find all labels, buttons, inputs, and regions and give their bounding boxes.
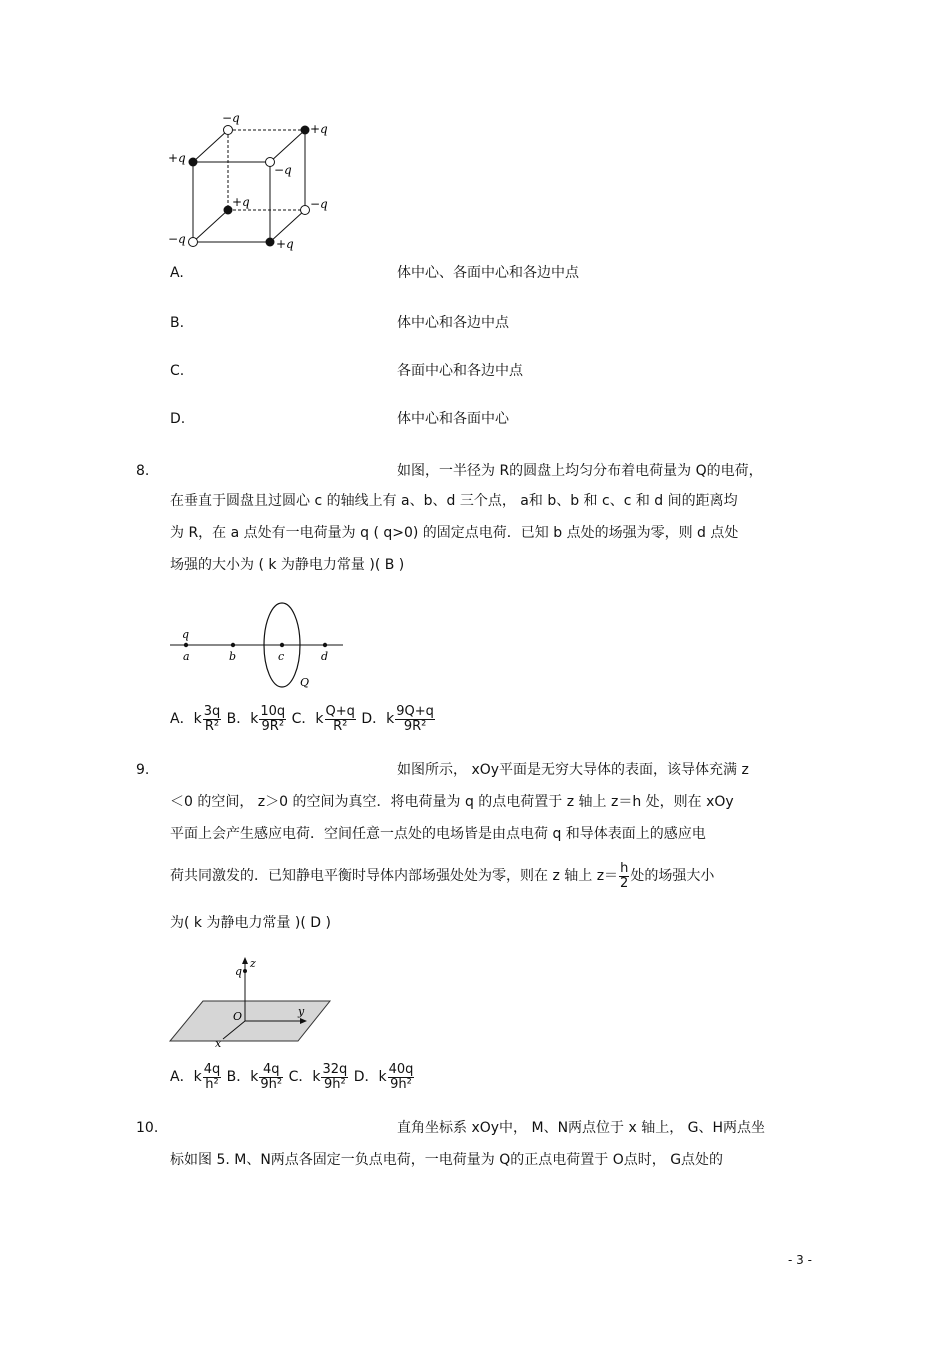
- disk-axis-figure: [165, 598, 350, 693]
- q9-opt-b-k: k: [250, 1069, 259, 1086]
- q8-number: 8.: [136, 463, 150, 479]
- q7-option-c-text: 各面中心和各边中点: [397, 363, 523, 379]
- q7-option-b-text: 体中心和各边中点: [397, 315, 509, 331]
- q9-line-2: ＜0 的空间， z＞0 的空间为真空．将电荷量为 q 的点电荷置于 z 轴上 z＝h 处，则在 xOy: [170, 794, 734, 810]
- label-q: q: [182, 628, 190, 641]
- label-top-left: −q: [222, 111, 240, 125]
- q8-line-4: 场强的大小为 ( k 为静电力常量 )( B ): [170, 557, 405, 573]
- q8-opt-b-k: k: [250, 711, 259, 728]
- charge-pos: [189, 158, 198, 167]
- q9-number: 9.: [136, 762, 150, 778]
- label-front-top-right: −q: [274, 163, 292, 177]
- q7-option-d-letter: D.: [170, 411, 186, 427]
- charge-neg: [301, 206, 310, 215]
- label-b: b: [229, 650, 237, 663]
- q9-opt-d-k: k: [378, 1069, 387, 1086]
- q8-line-1: 如图，一半径为 R的圆盘上均匀分布着电荷量为 Q的电荷，: [397, 463, 763, 479]
- q9-opt-a-k: k: [193, 1069, 202, 1086]
- label-bottom-left: −q: [168, 232, 186, 246]
- cube-charge-figure: [160, 110, 340, 255]
- q7-option-d-text: 体中心和各面中心: [397, 411, 509, 427]
- label-y: y: [298, 1005, 305, 1018]
- q9-opt-d-letter: D．: [353, 1069, 379, 1086]
- label-x: x: [215, 1037, 222, 1048]
- q8-opt-d-k: k: [386, 711, 395, 728]
- q9-line-4-tail: 处的场强大小: [630, 868, 715, 885]
- q10-line-2: 标如图 5. M、N两点各固定一负点电荷，一电荷量为 Q的正点电荷置于 O点时， G点处的: [170, 1152, 724, 1168]
- q7-option-a-letter: A.: [170, 265, 184, 281]
- charge-pos: [301, 126, 310, 135]
- charge-pos: [266, 238, 275, 247]
- q9-line-4-text: 荷共同激发的．已知静电平衡时导体内部场强处处为零，则在 z 轴上 z＝: [170, 868, 619, 885]
- q8-opt-c-k: k: [315, 711, 324, 728]
- q10-line-1: 直角坐标系 xOy中， M、N两点位于 x 轴上， G、H两点坐: [397, 1120, 766, 1136]
- label-c: c: [278, 650, 285, 663]
- q9-options: [170, 1063, 415, 1091]
- label-Q: Q: [300, 676, 310, 689]
- label-q: q: [235, 965, 243, 978]
- q9-half-fraction: $\frac{h}{2}$: [620, 861, 629, 891]
- q9-opt-a-letter: A．: [170, 1069, 194, 1086]
- label-right-mid: −q: [310, 197, 328, 211]
- q8-opt-a-frac: $\frac{3q}{\text{R²}}$: [203, 704, 221, 734]
- q9-line-4: [170, 862, 714, 890]
- q8-opt-c-frac: $\frac{Q+q}{\text{R²}}$: [325, 704, 355, 734]
- q9-opt-b-letter: B．: [226, 1069, 251, 1086]
- q9-opt-c-letter: C．: [288, 1069, 313, 1086]
- q8-line-3: 为 R，在 a 点处有一电荷量为 q ( q>0) 的固定点电荷．已知 b 点处的场强为零，则 d 点处: [170, 525, 739, 541]
- q7-option-a-text: 体中心、各面中心和各边中点: [397, 265, 579, 281]
- q9-opt-c-k: k: [312, 1069, 321, 1086]
- charge-neg: [189, 238, 198, 247]
- q9-opt-c-frac: $\frac{32q}{\text{9h²}}$: [322, 1062, 348, 1092]
- q8-opt-d-frac: $\frac{9Q+q}{\text{9R²}}$: [396, 704, 434, 734]
- q7-option-b-letter: B.: [170, 315, 185, 331]
- q8-opt-a-k: k: [193, 711, 202, 728]
- label-bottom-right: +q: [276, 237, 294, 251]
- q8-opt-b-frac: $\frac{10q}{\text{9R²}}$: [260, 704, 286, 734]
- q7-option-c-letter: C.: [170, 363, 185, 379]
- label-z: z: [250, 957, 256, 970]
- label-a: a: [183, 650, 190, 663]
- q8-opt-a-letter: A．: [170, 711, 194, 728]
- q8-opt-d-letter: D．: [361, 711, 387, 728]
- charge-neg: [224, 126, 233, 135]
- q9-opt-a-frac: $\frac{4q}{\text{h²}}$: [203, 1062, 221, 1092]
- q9-line-5: 为( k 为静电力常量 )( D ): [170, 915, 331, 931]
- q9-line-1: 如图所示， xOy平面是无穷大导体的表面，该导体充满 z: [397, 762, 749, 778]
- page-number: - 3 -: [788, 1253, 812, 1267]
- q9-opt-b-frac: $\frac{4q}{\text{9h²}}$: [260, 1062, 283, 1092]
- label-O: O: [233, 1010, 243, 1023]
- q8-opt-c-letter: C．: [291, 711, 316, 728]
- label-top-right: +q: [310, 122, 328, 136]
- q8-line-2: 在垂直于圆盘且过圆心 c 的轴线上有 a、b、d 三个点， a和 b、b 和 c、c 和 d 间的距离均: [170, 493, 738, 509]
- conductor-plane-figure: [165, 953, 340, 1048]
- q8-options: [170, 705, 436, 733]
- label-d: d: [321, 650, 329, 663]
- q9-line-3: 平面上会产生感应电荷．空间任意一点处的电场皆是由点电荷 q 和导体表面上的感应电: [170, 826, 706, 842]
- q9-opt-d-frac: $\frac{40q}{\text{9h²}}$: [388, 1062, 414, 1092]
- label-mid: +q: [232, 195, 250, 209]
- label-front-top-left: +q: [168, 151, 186, 165]
- q10-number: 10.: [136, 1120, 159, 1136]
- q8-opt-b-letter: B．: [226, 711, 251, 728]
